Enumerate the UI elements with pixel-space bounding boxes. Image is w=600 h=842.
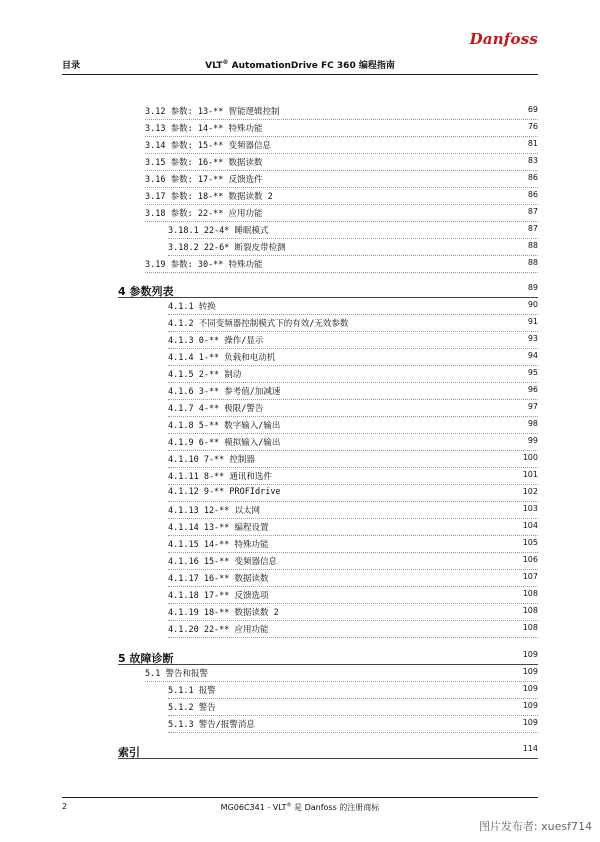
toc-entry-page: 87 [527, 207, 538, 216]
footer-text-prefix: MG06C341 - VLT [220, 803, 287, 812]
footer-registered-mark: ® [286, 802, 292, 809]
toc-entry-page: 69 [527, 105, 538, 114]
toc-entry[interactable] [0, 190, 538, 206]
toc-entry-page: 76 [527, 122, 538, 131]
toc-leader-line [168, 238, 538, 239]
toc-entry-title: 4.1.19 18-** 数据读数 2 [168, 608, 279, 618]
toc-entry-page: 99 [527, 436, 538, 445]
toc-entry-page: 89 [527, 283, 538, 292]
toc-chapter-entry[interactable] [0, 650, 538, 666]
header-title-suffix: AutomationDrive FC 360 编程指南 [228, 61, 395, 71]
toc-leader-line [145, 119, 538, 120]
toc-entry[interactable] [0, 606, 538, 622]
toc-leader-line [145, 136, 538, 137]
toc-entry-page: 86 [527, 173, 538, 182]
footer-page-number: 2 [62, 802, 68, 811]
toc-entry[interactable] [0, 385, 538, 401]
toc-entry-page: 109 [522, 667, 538, 676]
toc-entry-title: 3.18.1 22-4* 睡眠模式 [168, 226, 269, 236]
header-registered-mark: ® [222, 59, 229, 66]
toc-entry-page: 107 [522, 572, 538, 581]
toc-entry-title: 4.1.9 6-** 模拟输入/输出 [168, 438, 281, 448]
toc-entry-title: 4.1.18 17-** 反馈选项 [168, 591, 269, 601]
toc-entry-page: 88 [527, 241, 538, 250]
toc-entry[interactable] [0, 623, 538, 639]
toc-entry[interactable] [0, 684, 538, 700]
toc-entry-page: 103 [522, 504, 538, 513]
toc-entry-page: 83 [527, 156, 538, 165]
toc-entry-page: 109 [522, 684, 538, 693]
toc-entry-page: 104 [522, 521, 538, 530]
toc-entry-title: 3.19 参数: 30-** 特殊功能 [145, 260, 263, 270]
toc-entry-title: 5.1.1 报警 [168, 686, 216, 696]
toc-entry-page: 88 [527, 258, 538, 267]
toc-entry[interactable] [0, 402, 538, 418]
toc-chapter-entry[interactable] [0, 283, 538, 299]
toc-entry[interactable] [0, 589, 538, 605]
toc-entry[interactable] [0, 317, 538, 333]
toc-entry-title: 3.17 参数: 18-** 数据读数 2 [145, 192, 273, 202]
footer-divider [62, 797, 538, 798]
toc-entry-title: 4.1.8 5-** 数字输入/输出 [168, 421, 281, 431]
toc-entry-title: 3.18 参数: 22-** 应用功能 [145, 209, 263, 219]
toc-entry-page: 81 [527, 139, 538, 148]
toc-entry-page: 105 [522, 538, 538, 547]
toc-leader-line [168, 732, 538, 733]
toc-entry-title: 4.1.1 转换 [168, 302, 216, 312]
toc-entry-page: 109 [522, 718, 538, 727]
toc-entry-title: 3.14 参数: 15-** 变频器信息 [145, 141, 272, 151]
toc-leader-line [168, 715, 538, 716]
toc-entry[interactable] [0, 453, 538, 469]
toc-leader-line [168, 365, 538, 366]
toc-entry-page: 91 [527, 317, 538, 326]
toc-leader-line [168, 586, 538, 587]
toc-entry-title: 3.12 参数: 13-** 智能逻辑控制 [145, 107, 280, 117]
toc-leader-line [145, 204, 538, 205]
toc-entry-title: 4.1.10 7-** 控制器 [168, 455, 255, 465]
toc-leader-line [168, 698, 538, 699]
toc-entry[interactable] [0, 258, 538, 274]
toc-entry-title: 4.1.13 12-** 以太网 [168, 506, 261, 516]
header-section-title: 目录 [62, 61, 81, 71]
toc-entry[interactable] [0, 701, 538, 717]
toc-entry-title: 3.13 参数: 14-** 特殊功能 [145, 124, 263, 134]
toc-entry[interactable] [0, 207, 538, 223]
toc-entry-page: 87 [527, 224, 538, 233]
toc-entry-title: 4.1.5 2-** 制动 [168, 370, 242, 380]
toc-leader-line [168, 331, 538, 332]
toc-leader-line [168, 569, 538, 570]
toc-entry[interactable] [0, 173, 538, 189]
toc-leader-line [168, 620, 538, 621]
toc-entry[interactable] [0, 351, 538, 367]
toc-entry-title: 4.1.17 16-** 数据读数 [168, 574, 269, 584]
danfoss-logo: Danfoss [469, 30, 538, 48]
toc-entry[interactable] [0, 122, 538, 138]
toc-entry-page: 97 [527, 402, 538, 411]
toc-leader-line [168, 552, 538, 553]
toc-leader-line [168, 382, 538, 383]
toc-entry-title: 4.1.6 3-** 参考值/加减速 [168, 387, 281, 397]
toc-entry[interactable] [0, 504, 538, 520]
toc-leader-line [168, 501, 538, 502]
toc-entry-title: 4.1.7 4-** 极限/警告 [168, 404, 264, 414]
toc-entry-title: 3.16 参数: 17-** 反馈选件 [145, 175, 263, 185]
toc-leader-line [168, 518, 538, 519]
toc-entry-page: 109 [522, 701, 538, 710]
toc-entry-title: 4.1.16 15-** 变频器信息 [168, 557, 278, 567]
toc-leader-line [118, 758, 538, 759]
toc-entry-title: 3.18.2 22-6* 断裂皮带检测 [168, 243, 286, 253]
page-header [62, 58, 538, 72]
toc-entry-page: 90 [527, 300, 538, 309]
toc-entry-title: 4.1.12 9-** PROFIdrive [168, 487, 281, 497]
toc-leader-line [168, 255, 538, 256]
toc-leader-line [145, 153, 538, 154]
toc-entry[interactable] [0, 105, 538, 121]
toc-leader-line [168, 467, 538, 468]
toc-entry-page: 108 [522, 589, 538, 598]
toc-entry-title: 5.1 警告和报警 [145, 669, 208, 679]
footer-text-suffix: 是 Danfoss 的注册商标 [291, 803, 380, 812]
toc-entry-title: 5.1.3 警告/报警消息 [168, 720, 255, 730]
toc-chapter-entry[interactable] [0, 744, 538, 760]
toc-entry[interactable] [0, 436, 538, 452]
toc-entry-title: 4.1.4 1-** 负载和电动机 [168, 353, 276, 363]
toc-entry-title: 4.1.20 22-** 应用功能 [168, 625, 269, 635]
toc-entry-page: 95 [527, 368, 538, 377]
toc-leader-line [145, 681, 538, 682]
toc-leader-line [118, 664, 538, 665]
toc-entry[interactable] [0, 538, 538, 554]
toc-entry[interactable] [0, 419, 538, 435]
footer-trademark-text [62, 802, 538, 813]
header-divider [62, 74, 538, 75]
toc-entry-title: 4.1.2 不同变频器控制模式下的有效/无效参数 [168, 319, 349, 329]
toc-entry-title: 4.1.15 14-** 特殊功能 [168, 540, 269, 550]
toc-leader-line [168, 433, 538, 434]
toc-entry-page: 101 [522, 470, 538, 479]
header-document-title [62, 58, 538, 71]
toc-leader-line [145, 272, 538, 273]
toc-entry-title: 3.15 参数: 16-** 数据读数 [145, 158, 263, 168]
toc-leader-line [168, 450, 538, 451]
toc-entry-title: 4 参数列表 [118, 285, 174, 298]
toc-entry-page: 108 [522, 606, 538, 615]
toc-leader-line [168, 484, 538, 485]
toc-entry[interactable] [0, 572, 538, 588]
toc-entry[interactable] [0, 667, 538, 683]
toc-leader-line [145, 221, 538, 222]
toc-entry-page: 86 [527, 190, 538, 199]
toc-entry[interactable] [0, 718, 538, 734]
toc-entry-title: 4.1.3 0-** 操作/显示 [168, 336, 264, 346]
toc-entry-page: 100 [522, 453, 538, 462]
toc-entry-page: 93 [527, 334, 538, 343]
toc-leader-line [168, 637, 538, 638]
toc-entry-page: 96 [527, 385, 538, 394]
toc-entry[interactable] [0, 139, 538, 155]
toc-leader-line [168, 535, 538, 536]
publisher-watermark: 图片发布者: xuesf714 [478, 820, 592, 833]
toc-entry-page: 108 [522, 623, 538, 632]
toc-entry-page: 94 [527, 351, 538, 360]
toc-entry-page: 102 [522, 487, 538, 496]
toc-entry-page: 106 [522, 555, 538, 564]
toc-entry[interactable] [0, 470, 538, 486]
toc-leader-line [145, 170, 538, 171]
toc-leader-line [168, 416, 538, 417]
toc-entry[interactable] [0, 156, 538, 172]
toc-entry-page: 109 [522, 650, 538, 659]
toc-leader-line [168, 314, 538, 315]
toc-leader-line [118, 297, 538, 298]
toc-entry-title: 4.1.11 8-** 通讯和选件 [168, 472, 272, 482]
header-title-prefix: VLT [205, 61, 223, 71]
toc-leader-line [168, 348, 538, 349]
toc-entry[interactable] [0, 555, 538, 571]
toc-leader-line [168, 399, 538, 400]
toc-entry-title: 4.1.14 13-** 编程设置 [168, 523, 269, 533]
toc-entry[interactable] [0, 224, 538, 240]
toc-entry-page: 98 [527, 419, 538, 428]
toc-entry[interactable] [0, 368, 538, 384]
toc-entry-page: 114 [522, 744, 538, 753]
toc-entry-title: 索引 [118, 746, 140, 759]
toc-entry-title: 5 故障诊断 [118, 652, 174, 665]
toc-leader-line [168, 603, 538, 604]
toc-entry[interactable] [0, 334, 538, 350]
toc-entry-title: 5.1.2 警告 [168, 703, 216, 713]
toc-entry[interactable] [0, 300, 538, 316]
toc-entry[interactable] [0, 521, 538, 537]
toc-leader-line [145, 187, 538, 188]
toc-entry[interactable] [0, 487, 538, 503]
toc-entry[interactable] [0, 241, 538, 257]
